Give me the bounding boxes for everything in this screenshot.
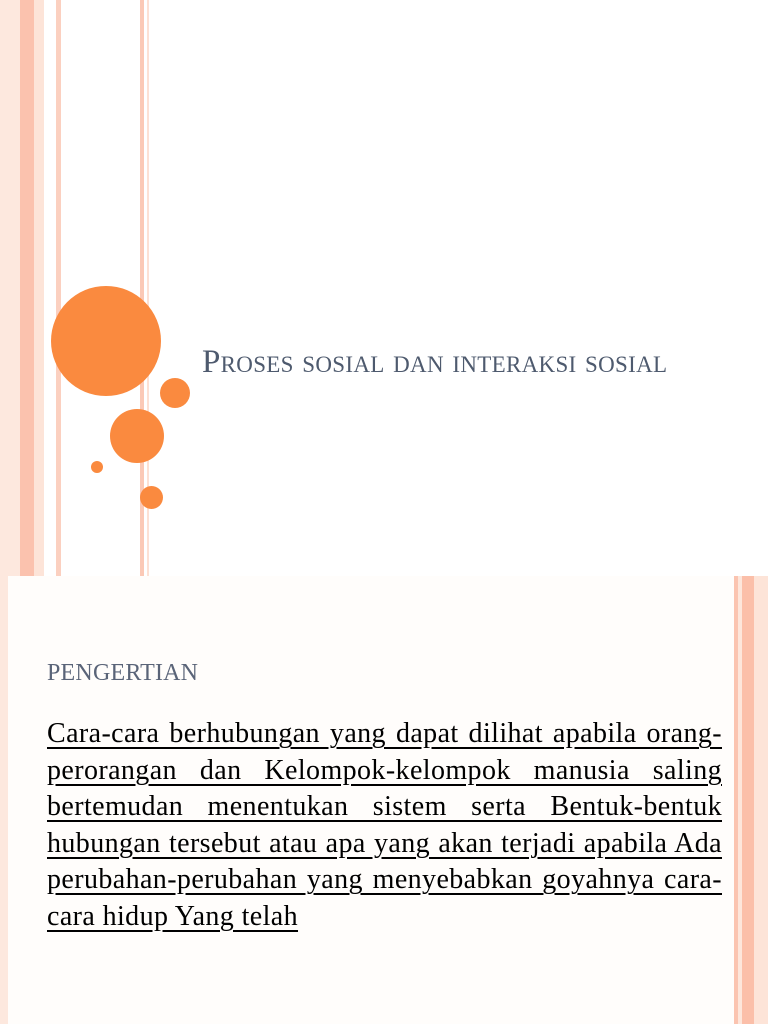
content-slide <box>0 576 768 1024</box>
right-stripe-dark <box>742 576 754 1024</box>
large-circle-icon <box>51 286 161 396</box>
section-heading: PENGERTIAN <box>47 660 199 686</box>
left-stripe-thin <box>56 0 61 576</box>
left-stripe-dark <box>20 0 34 576</box>
left-stripe-light <box>34 0 44 576</box>
small-circle-icon-2 <box>140 486 163 509</box>
left-stripe-band <box>0 0 20 576</box>
slide-title: Proses sosial dan interaksi sosial <box>202 344 668 380</box>
definition-text: Cara-cara berhubungan yang dapat dilihat apabila orang-perorangan dan Kelompok-kelompok manusia saling bertemudan menentukan sistem serta Bentuk-bentuk hubungan tersebut atau apa yang akan terjadi apabila Ada perubahan-perubahan yang menyebabkan goyahnya cara-cara hidup Yang telah <box>47 718 722 932</box>
left-edge-stripe <box>0 576 8 1024</box>
medium-circle-icon <box>110 409 164 463</box>
tiny-circle-icon <box>91 461 103 473</box>
right-stripe-band <box>754 576 768 1024</box>
small-circle-icon <box>160 378 190 408</box>
